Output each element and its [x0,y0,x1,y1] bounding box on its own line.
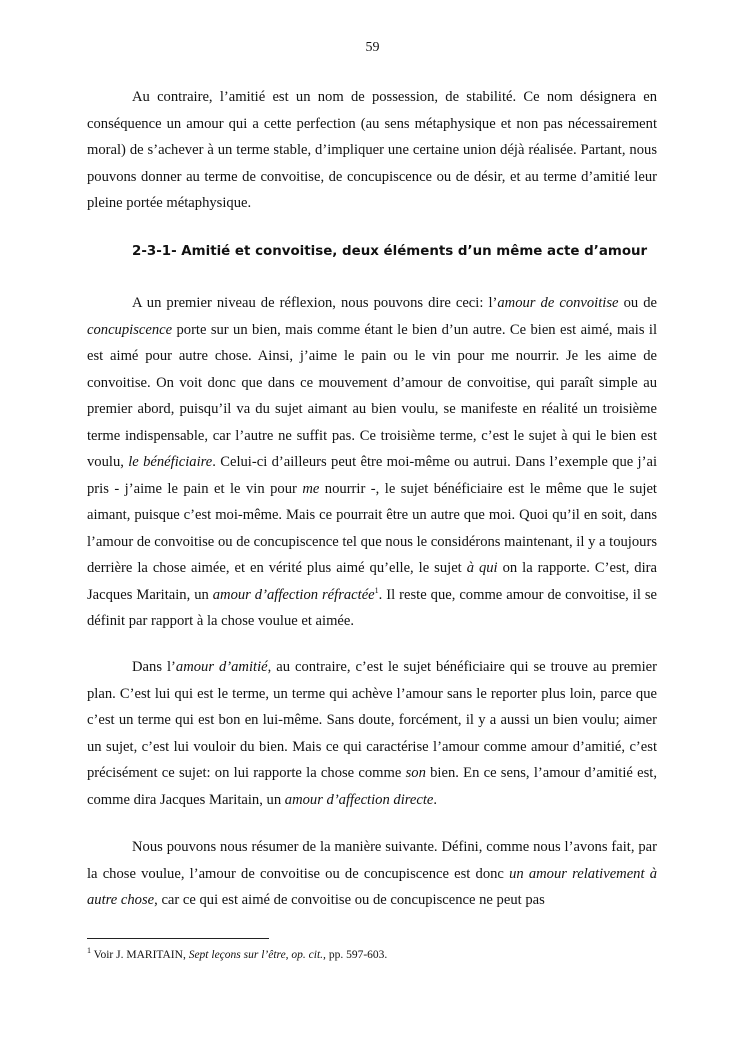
p2-text: porte sur un bien, mais comme étant le bien d’un autre. Ce bien est aimé, mais il est aimé pour autre chose. Ainsi, j’aime le pain ou le vin pour me nourrir. Je les aime de convoitise. On voit donc que dans ce mouvement d’amour de convoitise, qui paraît simple au premier abord, puisqu’il va du sujet aimant au bien voulu, se manifeste en réalité un troisième terme indispensable, car l’autre ne suffit pas. Ce troisième terme, c’est le sujet à qui le bien est voulu, [87,321,657,470]
footnote [87,947,387,963]
footnote-separator [87,938,269,939]
p2-text: ou de [618,295,657,311]
p3-emphasis: amour d’amitié [175,659,268,675]
p3-text: Dans l’ [132,659,176,675]
paragraph-1: Au contraire, l’amitié est un nom de possession, de stabilité. Ce nom désignera en conséquence un amour qui a cette perfection (au sens métaphysique et non pas nécessairement moral) de s’achever à un terme stable, d’impliquer une certaine union déjà réalisée. Partant, nous pouvons donner au terme de convoitise, de concupiscence ou de désir, et au terme d’amitié leur pleine portée métaphysique. [87,89,657,211]
footnote-number: 1 [87,946,91,956]
p4-emphasis: un amour relativement à autre chose [87,865,658,908]
paragraph-4-block [87,834,657,914]
section-heading: 2-3-1- Amitié et convoitise, deux éléments d’un même acte d’amour [132,244,648,259]
p3-text: bien. En ce sens, l’amour d’amitié est, comme dira Jacques Maritain, un [87,765,657,808]
p2-text: nourrir -, le sujet bénéficiaire est le même que le sujet aimant, puisque c’est moi-même. Mais ce pourrait être un autre que moi. Quoi qu’il en soit, dans l’amour de convoitise ou de concupiscence tel que nous le considérons maintenant, il y a toujours derrière la chose aimée, et en vérité plus aimé qu’elle, le sujet [87,480,657,576]
p2-emphasis: amour d’affection réfractée [212,586,375,603]
p3-emphasis: amour d’affection directe [284,791,434,808]
p2-emphasis: concupiscence [87,321,173,338]
p2-text: . Celui-ci d’ailleurs peut être moi-même ou autrui. Dans l’exemple que j’ai pris - j’aime le pain et le vin pour [87,454,658,497]
footnote-ref: 1 [374,585,379,595]
paragraph-2-block [87,290,657,635]
footnote-text: pp. 597-603. [325,949,388,961]
p3-text: . [433,791,438,808]
p4-text: Nous pouvons nous résumer de la manière suivante. Défini, comme nous l’avons fait, par la chose voulue, l’amour de convoitise ou de concupiscence est donc [87,839,657,882]
paragraph-1-block [87,84,657,217]
paragraph-3 [87,654,657,813]
footnote-title: Sept leçons sur l’être, op. cit., [188,949,326,961]
p2-emphasis: me [302,480,320,497]
p2-text: on la rapporte. C’est, dira Jacques Maritain, un [87,560,658,603]
p2-text: . Il reste que, comme amour de convoitise, il se définit par rapport à la chose voulue et aimée. [87,586,657,629]
p3-emphasis: son [405,765,426,781]
p3-text: , au contraire, c’est le sujet bénéficiaire qui se trouve au premier plan. C’est lui qui est le terme, un terme qui achève l’amour sans le reporter plus loin, parce que c’est un terme qui est bon en lui-même. Sans doute, forcément, il y a aussi un bien voulu; aimer un sujet, c’est lui vouloir du bien. Mais ce qui caractérise l’amour comme amour d’amitié, c’est précisément ce sujet: on lui rapporte la chose comme [87,659,657,781]
p4-text: , car ce qui est aimé de convoitise ou de concupiscence ne peut pas [154,892,545,908]
p2-emphasis: le bénéficiaire [128,454,213,470]
footnote-text: Voir J. MARITAIN, [91,949,189,961]
paragraph-3-block [87,654,657,813]
page-number: 59 [365,40,380,55]
p2-emphasis: amour de convoitise [497,295,619,311]
paragraph-2 [87,290,657,635]
p2-text: A un premier niveau de réflexion, nous pouvons dire ceci: l’ [132,295,498,311]
p2-emphasis: à qui [466,560,498,576]
heading-block [87,239,657,265]
paragraph-4 [87,834,657,914]
